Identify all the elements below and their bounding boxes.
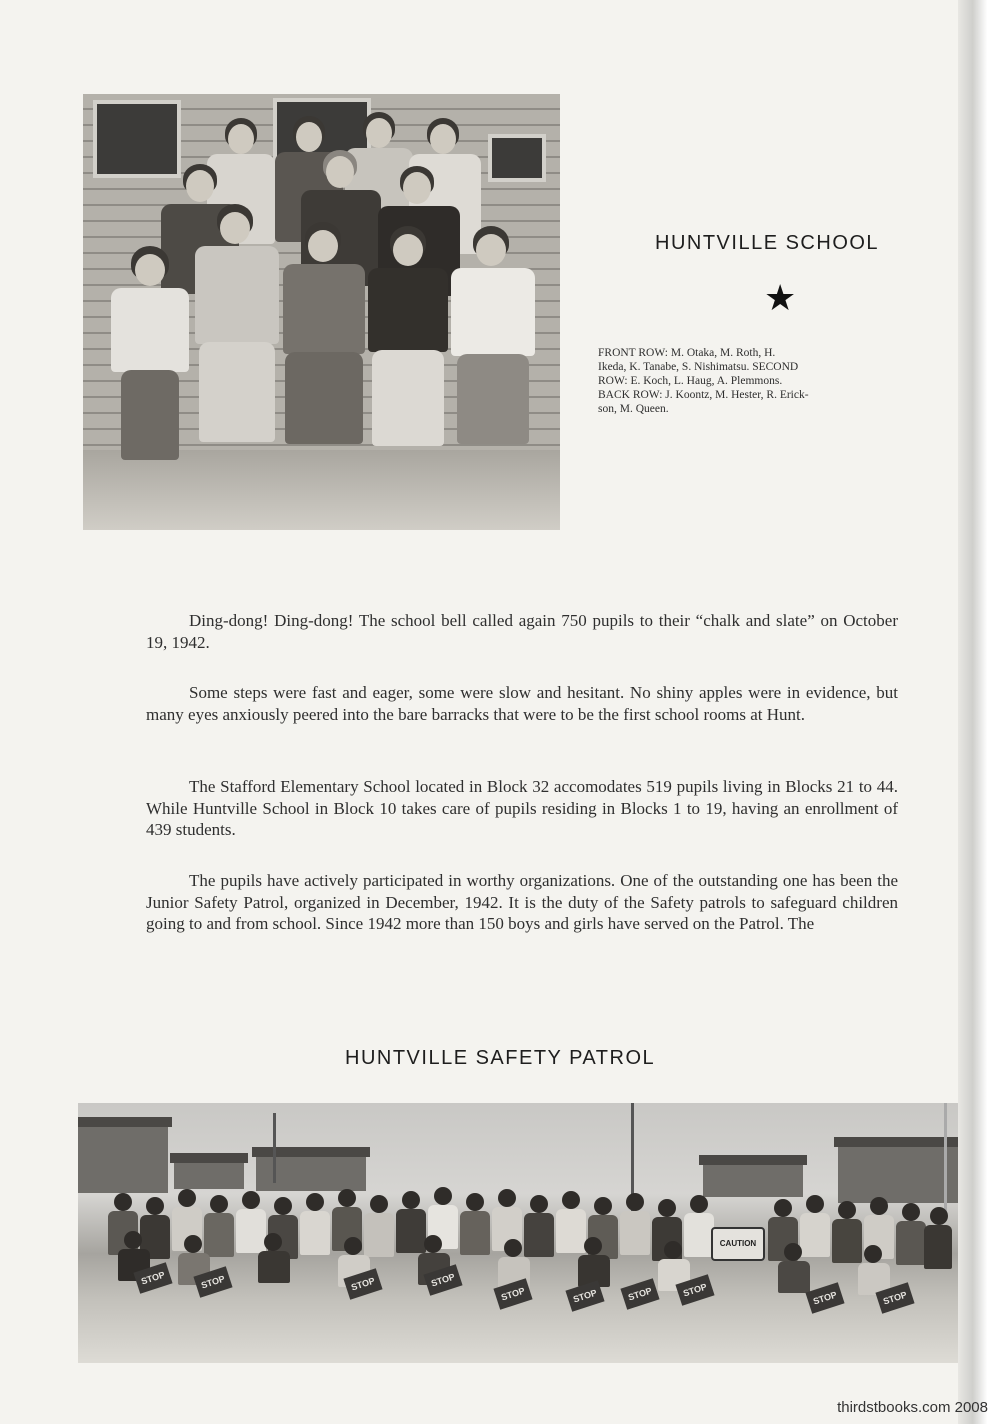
caption-line: FRONT ROW: M. Otaka, M. Roth, H. xyxy=(598,347,776,359)
caption-line: BACK ROW: J. Koontz, M. Hester, R. Erick- xyxy=(598,389,809,401)
stop-sign: STOP xyxy=(193,1266,232,1297)
stop-sign: STOP xyxy=(493,1278,532,1309)
body-paragraph: The pupils have actively participated in worthy organizations. One of the outstanding one has been the Junior Safety Patrol, organized in December, 1942. It is the duty of the Safety patrols to safeguard children going to and from school. Since 1942 more than 150 boys and girls have served on the Patrol. The xyxy=(146,871,898,933)
stop-sign: STOP xyxy=(343,1268,382,1299)
stop-sign: STOP xyxy=(675,1274,714,1305)
school-title: HUNTVILLE SCHOOL xyxy=(655,232,880,254)
body-paragraph: Ding-dong! Ding-dong! The school bell called again 750 pupils to their “chalk and slate” on October 19, 1942. xyxy=(146,611,898,652)
barrack-window xyxy=(488,134,546,182)
staff-photo xyxy=(83,94,560,530)
barrack-building xyxy=(174,1161,244,1189)
barrack-window xyxy=(93,100,181,178)
star-icon: ★ xyxy=(764,278,797,319)
body-paragraph: The Stafford Elementary School located in Block 32 accomodates 519 pupils living in Blocks 21 to 44. While Huntville School in Block 10 takes care of pupils residing in Blocks 1 to 19, having an enrollment of 439 students. xyxy=(146,777,898,839)
safety-patrol-photo xyxy=(78,1103,958,1363)
utility-pole xyxy=(944,1103,947,1213)
patrol-title: HUNTVILLE SAFETY PATROL xyxy=(345,1047,656,1069)
caption-line: ROW: E. Koch, L. Haug, A. Plemmons. xyxy=(598,375,783,387)
barrack-building xyxy=(78,1125,168,1193)
utility-pole xyxy=(273,1113,276,1183)
caption-line: Ikeda, K. Tanabe, S. Nishimatsu. SECOND xyxy=(598,361,799,373)
stop-sign: STOP xyxy=(620,1278,659,1309)
ground xyxy=(83,450,560,530)
stop-sign: STOP xyxy=(133,1262,172,1293)
barrack-building xyxy=(703,1163,803,1197)
watermark: thirdstbooks.com 2008 xyxy=(837,1399,988,1416)
stop-sign: STOP xyxy=(423,1264,462,1295)
page-edge-shadow xyxy=(958,0,1000,1424)
caption-line: son, M. Queen. xyxy=(598,403,669,415)
stop-sign: STOP xyxy=(565,1280,604,1311)
photo-caption xyxy=(598,346,948,416)
caution-sign: CAUTION xyxy=(711,1227,765,1261)
barrack-building xyxy=(838,1145,958,1203)
stop-sign: STOP xyxy=(875,1282,914,1313)
stop-sign: STOP xyxy=(805,1282,844,1313)
body-paragraph: Some steps were fast and eager, some were slow and hesitant. No shiny apples were in evidence, but many eyes anxiously peered into the bare barracks that were to be the first school rooms at Hunt. xyxy=(146,683,898,724)
